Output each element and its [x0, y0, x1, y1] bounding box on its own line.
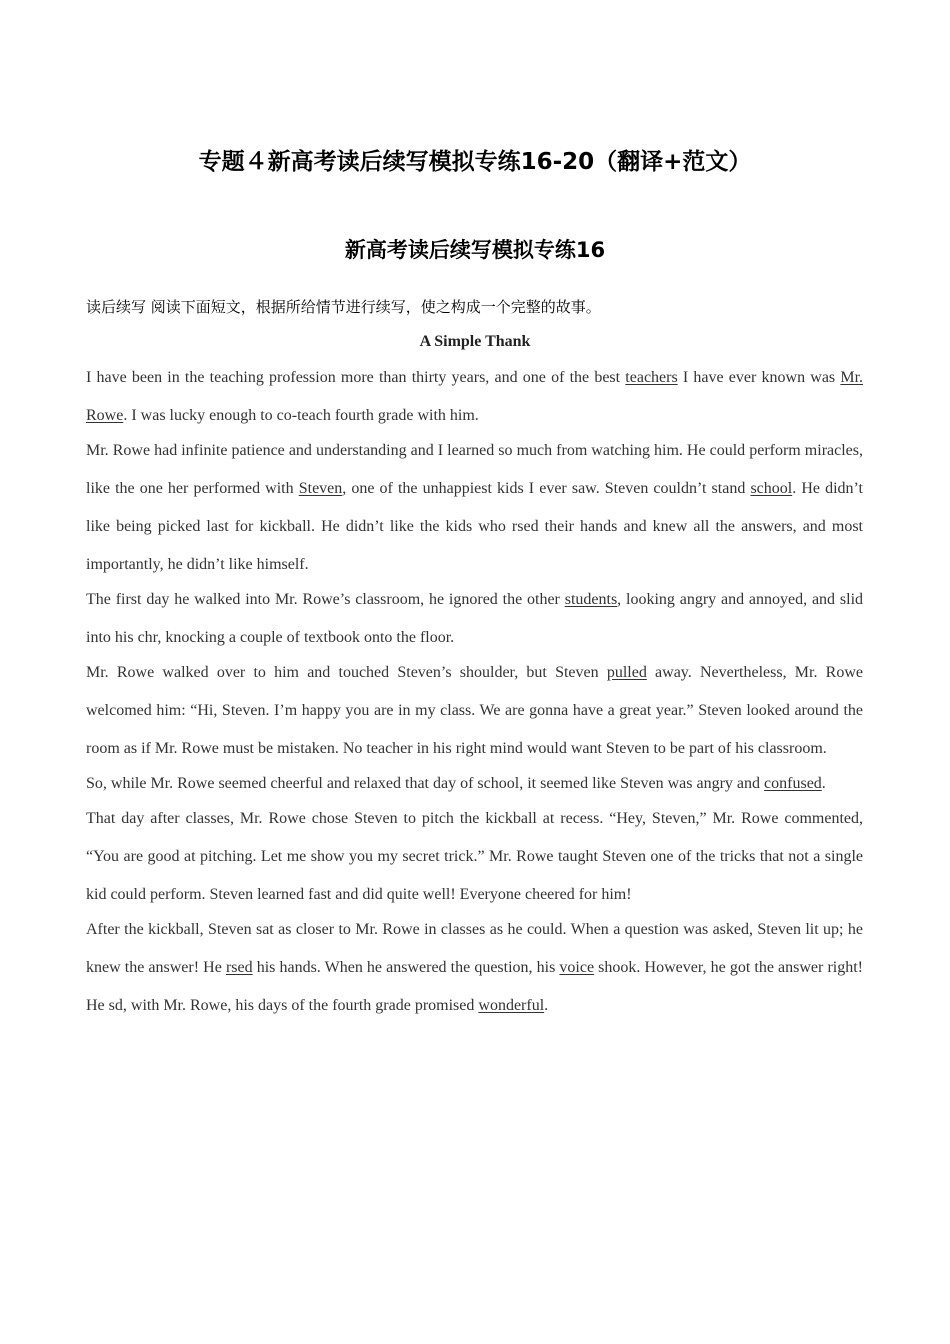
underlined-word: Mr. Rowe	[86, 369, 864, 424]
paragraph-1: I have been in the teaching profession more than thirty years, and one of the best teachers I have ever known was Mr. Rowe. I was lucky enough to co-teach fourth grade with him.	[86, 369, 864, 424]
underlined-word: voice	[559, 959, 595, 976]
paragraph-4: Mr. Rowe walked over to him and touched Steven’s shoulder, but Steven pulled away. Nevertheless, Mr. Rowe welcomed him: “Hi, Steven. I’m happy you are in my class. We are gonna have a great year.” Steven looked around the room as if Mr. Rowe must be mistaken. No teacher in his right mind would want Steven to be part of his classroom.	[86, 664, 863, 757]
instruction-text: 读后续写 阅读下面短文，根据所给情节进行续写，使之构成一个完整的故事。	[86, 298, 601, 316]
story-body	[86, 359, 863, 1025]
paragraph-2: Mr. Rowe had infinite patience and understanding and I learned so much from watching him. He could perform miracles, like the one her performed with Steven, one of the unhappiest kids I ever saw. Steven couldn’t stand school. He didn’t like being picked last for kickball. He didn’t like the kids who rsed their hands and knew all the answers, and most importantly, he didn’t like himself.	[86, 442, 863, 573]
underlined-word: rsed	[225, 959, 253, 976]
paragraph-6: That day after classes, Mr. Rowe chose Steven to pitch the kickball at recess. “Hey, Steven,” Mr. Rowe commented, “You are good at pitching. Let me show you my secret trick.” Mr. Rowe taught Steven one of the tricks that not a single kid could perform. Steven learned fast and did quite well! Everyone cheered for him!	[86, 810, 863, 903]
paragraph-3: The first day he walked into Mr. Rowe’s classroom, he ignored the other students, looking angry and annoyed, and slid into his chr, knocking a couple of textbook onto the floor.	[86, 591, 864, 646]
paragraph-7: After the kickball, Steven sat as closer to Mr. Rowe in classes as he could. When a question was asked, Steven lit up; he knew the answer! He rsed his hands. When he answered the question, his voice shook. However, he got the answer right! He sd, with Mr. Rowe, his days of the fourth grade promised wonderful.	[86, 921, 864, 1014]
paragraph-5: So, while Mr. Rowe seemed cheerful and relaxed that day of school, it seemed like Steven was angry and confused.	[86, 775, 826, 792]
story-title: A Simple Thank	[419, 333, 531, 350]
underlined-word: confused	[764, 775, 822, 792]
underlined-word: teachers	[625, 369, 678, 386]
underlined-word: Steven	[298, 480, 343, 497]
underlined-word: pulled	[606, 664, 647, 681]
underlined-word: school	[750, 480, 793, 497]
main-title: 专题４新高考读后续写模拟专练16-20（翻译+范文）	[198, 149, 752, 175]
underlined-word: students	[564, 591, 618, 608]
sub-title: 新高考读后续写模拟专练16	[344, 238, 606, 262]
underlined-word: wonderful	[478, 997, 545, 1014]
